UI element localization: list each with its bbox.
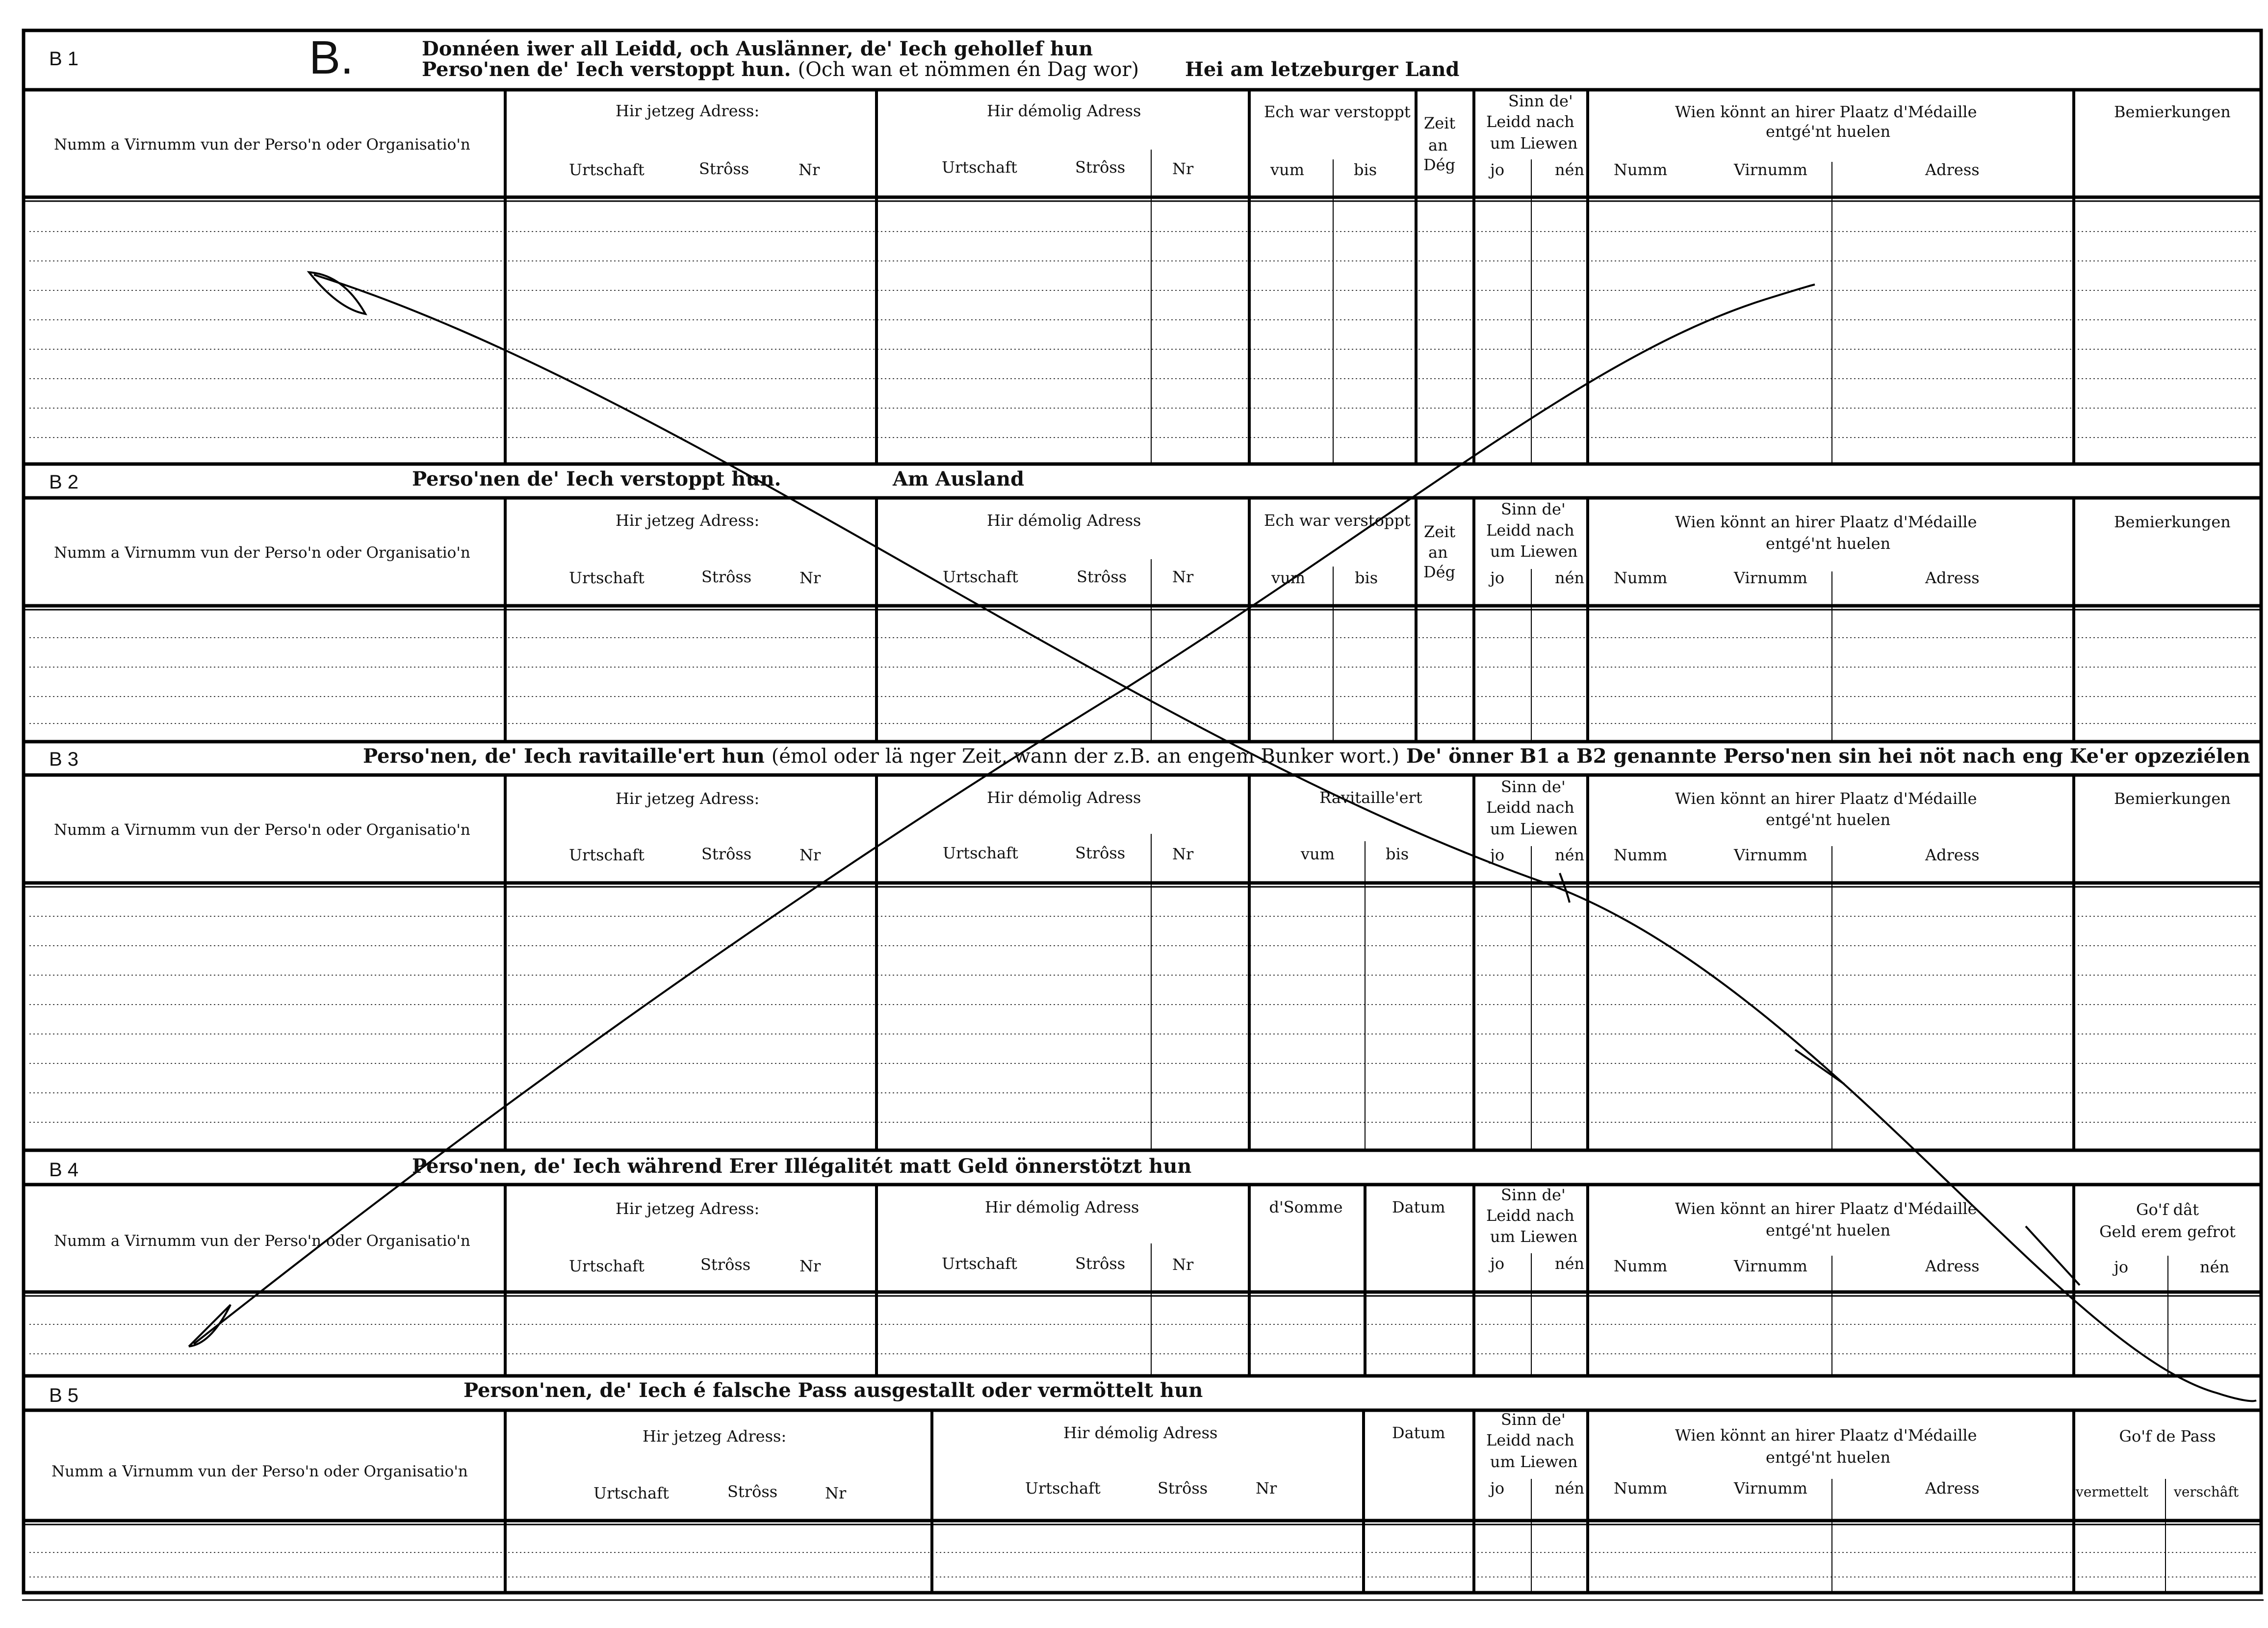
b1-street-header: Strôss <box>699 159 749 178</box>
b2-medal-l2: entgé'nt huelen <box>1766 534 1891 553</box>
b3-firstname-header: Virnumm <box>1734 846 1807 864</box>
b3-former-number-header: Nr <box>1172 845 1194 863</box>
b5-surname-header: Numm <box>1614 1479 1668 1498</box>
b4-street-header: Strôss <box>700 1255 751 1274</box>
b1-medal-l2: entgé'nt huelen <box>1766 122 1891 141</box>
form-letter: B. <box>309 31 354 84</box>
b2-current-address-header: Hir jetzeg Adress: <box>616 511 760 530</box>
b1-title-line1: Donnéen iwer all Leidd, och Auslänner, de' Iech gehollef hun <box>422 37 1093 60</box>
b2-number-header: Nr <box>799 569 821 587</box>
b1-alive-l3: um Liewen <box>1490 134 1578 153</box>
b4-date-header: Datum <box>1392 1198 1445 1216</box>
b2-former-number-header: Nr <box>1172 568 1194 586</box>
b3-former-locality-header: Urtschaft <box>943 844 1018 862</box>
b5-medal-l2: entgé'nt huelen <box>1766 1448 1891 1467</box>
b1-address-header: Adress <box>1925 160 1980 179</box>
b1-days-l1: Zeit <box>1424 114 1456 132</box>
section-code-b1: B 1 <box>49 48 79 70</box>
b2-remarks-header: Bemierkungen <box>2114 513 2231 531</box>
b5-number-header: Nr <box>825 1484 847 1502</box>
b2-alive-l2: Leidd nach <box>1486 521 1574 540</box>
section-code-b3: B 3 <box>49 749 79 770</box>
b1-to-header: bis <box>1354 160 1377 179</box>
b4-locality-header: Urtschaft <box>569 1257 644 1275</box>
b1-former-address-header: Hir démolig Adress <box>987 102 1141 120</box>
b5-street-header: Strôss <box>727 1482 778 1501</box>
b4-name-header: Numm a Virnumm vun der Perso'n oder Organisatio'n <box>54 1232 470 1250</box>
section-code-b2: B 2 <box>49 471 79 493</box>
b5-address-header: Adress <box>1925 1479 1980 1498</box>
b4-gift-yes: jo <box>2114 1258 2129 1276</box>
section-code-b4: B 4 <box>49 1159 79 1181</box>
b2-surname-header: Numm <box>1614 569 1668 587</box>
b5-former-locality-header: Urtschaft <box>1025 1479 1101 1498</box>
b2-locality-header: Urtschaft <box>569 569 644 587</box>
b3-alive-l3: um Liewen <box>1490 820 1578 838</box>
b5-firstname-header: Virnumm <box>1734 1479 1807 1498</box>
b5-medal-l1: Wien könnt an hirer Plaatz d'Médaille <box>1675 1426 1977 1445</box>
b5-date-header: Datum <box>1392 1423 1445 1442</box>
b1-locality-header: Urtschaft <box>569 160 644 179</box>
b4-no-header: nén <box>1555 1254 1585 1273</box>
b1-days-l3: Dég <box>1423 155 1456 174</box>
b2-days-l2: an <box>1428 543 1448 562</box>
b1-current-address-header: Hir jetzeg Adress: <box>616 102 760 120</box>
b2-former-address-header: Hir démolig Adress <box>987 511 1141 530</box>
b2-to-header: bis <box>1355 569 1378 587</box>
b1-number-header: Nr <box>799 160 820 179</box>
b2-days-l3: Dég <box>1423 563 1456 581</box>
b2-title-end: Am Ausland <box>893 467 1025 491</box>
b3-locality-header: Urtschaft <box>569 846 644 864</box>
b2-alive-l1: Sinn de' <box>1501 500 1566 518</box>
b5-procured-header: verschâft <box>2174 1484 2239 1500</box>
b2-no-header: nén <box>1555 569 1585 587</box>
outer-frame <box>24 30 2261 1593</box>
b1-alive-l1: Sinn de' <box>1508 92 1573 110</box>
b4-medal-l2: entgé'nt huelen <box>1766 1221 1891 1240</box>
b5-former-address-header: Hir démolig Adress <box>1063 1423 1218 1442</box>
b5-locality-header: Urtschaft <box>593 1484 669 1502</box>
b3-former-street-header: Strôss <box>1075 844 1126 862</box>
b2-alive-l3: um Liewen <box>1490 542 1578 561</box>
b3-yes-header: jo <box>1490 846 1505 864</box>
b1-former-locality-header: Urtschaft <box>942 158 1017 177</box>
b5-alive-l1: Sinn de' <box>1501 1410 1566 1429</box>
b1-title-line2: Perso'nen de' Iech verstoppt hun. (Och wan et nömmen én Dag wor) Hei am letzeburger Land <box>422 58 1460 81</box>
b5-title: Person'nen, de' Iech é falsche Pass ausgestallt oder vermöttelt hun <box>464 1379 1203 1402</box>
b1-from-header: vum <box>1270 160 1305 179</box>
b4-title: Perso'nen, de' Iech während Erer Illégalitét matt Geld önnerstötzt hun <box>412 1155 1192 1178</box>
b1-no-header: nén <box>1555 160 1585 179</box>
b5-alive-l2: Leidd nach <box>1486 1431 1574 1449</box>
b5-current-address-header: Hir jetzeg Adress: <box>643 1427 787 1446</box>
b1-surname-header: Numm <box>1614 160 1668 179</box>
b1-remarks-header: Bemierkungen <box>2114 103 2231 121</box>
b4-firstname-header: Virnumm <box>1734 1257 1807 1275</box>
b4-former-locality-header: Urtschaft <box>942 1254 1017 1273</box>
b5-name-header: Numm a Virnumm vun der Perso'n oder Organisatio'n <box>52 1463 468 1480</box>
b4-surname-header: Numm <box>1614 1257 1668 1275</box>
b3-alive-l1: Sinn de' <box>1501 777 1566 796</box>
b1-alive-l2: Leidd nach <box>1486 112 1574 131</box>
b4-address-header: Adress <box>1925 1257 1980 1275</box>
b2-medal-l1: Wien könnt an hirer Plaatz d'Médaille <box>1675 513 1977 531</box>
b1-former-street-header: Strôss <box>1075 158 1126 177</box>
b4-alive-l2: Leidd nach <box>1486 1206 1574 1225</box>
b2-address-header: Adress <box>1925 569 1980 587</box>
b3-remarks-header: Bemierkungen <box>2114 789 2231 808</box>
b4-former-number-header: Nr <box>1172 1255 1194 1274</box>
b2-former-locality-header: Urtschaft <box>943 568 1018 586</box>
b3-to-header: bis <box>1386 845 1409 863</box>
b5-yes-header: jo <box>1490 1479 1505 1498</box>
b4-gift-l1: Go'f dât <box>2136 1200 2199 1219</box>
b2-days-l1: Zeit <box>1424 522 1456 541</box>
b1-hidden-header: Ech war verstoppt <box>1264 103 1411 121</box>
b3-street-header: Strôss <box>701 845 752 863</box>
b3-medal-l1: Wien könnt an hirer Plaatz d'Médaille <box>1675 789 1977 808</box>
section-code-b5: B 5 <box>49 1385 79 1406</box>
b3-supplied-header: Ravitaille'ert <box>1319 788 1422 807</box>
b4-gift-no: nén <box>2200 1258 2230 1276</box>
b1-days-l2: an <box>1428 136 1448 155</box>
b3-former-address-header: Hir démolig Adress <box>987 788 1141 807</box>
b4-number-header: Nr <box>799 1257 821 1275</box>
b3-from-header: vum <box>1301 845 1335 863</box>
b2-street-header: Strôss <box>701 568 752 586</box>
b2-hidden-header: Ech war verstoppt <box>1264 511 1411 530</box>
b1-former-number-header: Nr <box>1172 159 1194 178</box>
b4-alive-l3: um Liewen <box>1490 1227 1578 1246</box>
b5-former-number-header: Nr <box>1256 1479 1277 1498</box>
b3-surname-header: Numm <box>1614 846 1668 864</box>
b4-current-address-header: Hir jetzeg Adress: <box>616 1199 760 1218</box>
b3-name-header: Numm a Virnumm vun der Perso'n oder Organisatio'n <box>54 821 470 839</box>
b4-medal-l1: Wien könnt an hirer Plaatz d'Médaille <box>1675 1199 1977 1218</box>
b2-title: Perso'nen de' Iech verstoppt hun. <box>412 467 781 491</box>
b4-alive-l1: Sinn de' <box>1501 1186 1566 1204</box>
b2-from-header: vum <box>1271 569 1306 587</box>
b2-name-header: Numm a Virnumm vun der Perso'n oder Organisatio'n <box>54 544 470 562</box>
b3-title: Perso'nen, de' Iech ravitaille'ert hun (émol oder lä nger Zeit, wann der z.B. an engem Bunker wort.) De' önner B1 a B2 genannte Perso'nen sin hei nöt nach eng Ke'er opzeziélen <box>363 745 2250 768</box>
b1-firstname-header: Virnumm <box>1734 160 1807 179</box>
handwritten-cross-mark <box>189 272 2256 1401</box>
b3-address-header: Adress <box>1925 846 1980 864</box>
b5-no-header: nén <box>1555 1479 1585 1498</box>
b5-former-street-header: Strôss <box>1158 1479 1208 1498</box>
b4-former-street-header: Strôss <box>1075 1254 1126 1273</box>
b1-yes-header: jo <box>1490 160 1505 179</box>
b5-mediated-header: vermettelt <box>2076 1484 2149 1500</box>
b3-alive-l2: Leidd nach <box>1486 798 1574 817</box>
b1-medal-l1: Wien könnt an hirer Plaatz d'Médaille <box>1675 103 1977 121</box>
b5-pass-header: Go'f de Pass <box>2119 1427 2216 1446</box>
b3-number-header: Nr <box>799 846 821 864</box>
b3-no-header: nén <box>1555 846 1585 864</box>
b5-alive-l3: um Liewen <box>1490 1452 1578 1471</box>
b2-former-street-header: Strôss <box>1077 568 1127 586</box>
b3-current-address-header: Hir jetzeg Adress: <box>616 789 760 808</box>
b3-medal-l2: entgé'nt huelen <box>1766 810 1891 829</box>
b4-sum-header: d'Somme <box>1269 1198 1343 1216</box>
b4-former-address-header: Hir démolig Adress <box>985 1198 1139 1216</box>
b2-firstname-header: Virnumm <box>1734 569 1807 587</box>
b4-gift-l2: Geld erem gefrot <box>2099 1222 2236 1241</box>
b2-yes-header: jo <box>1490 569 1505 587</box>
b4-yes-header: jo <box>1490 1254 1505 1273</box>
b1-name-header: Numm a Virnumm vun der Perso'n oder Organisatio'n <box>54 136 470 154</box>
